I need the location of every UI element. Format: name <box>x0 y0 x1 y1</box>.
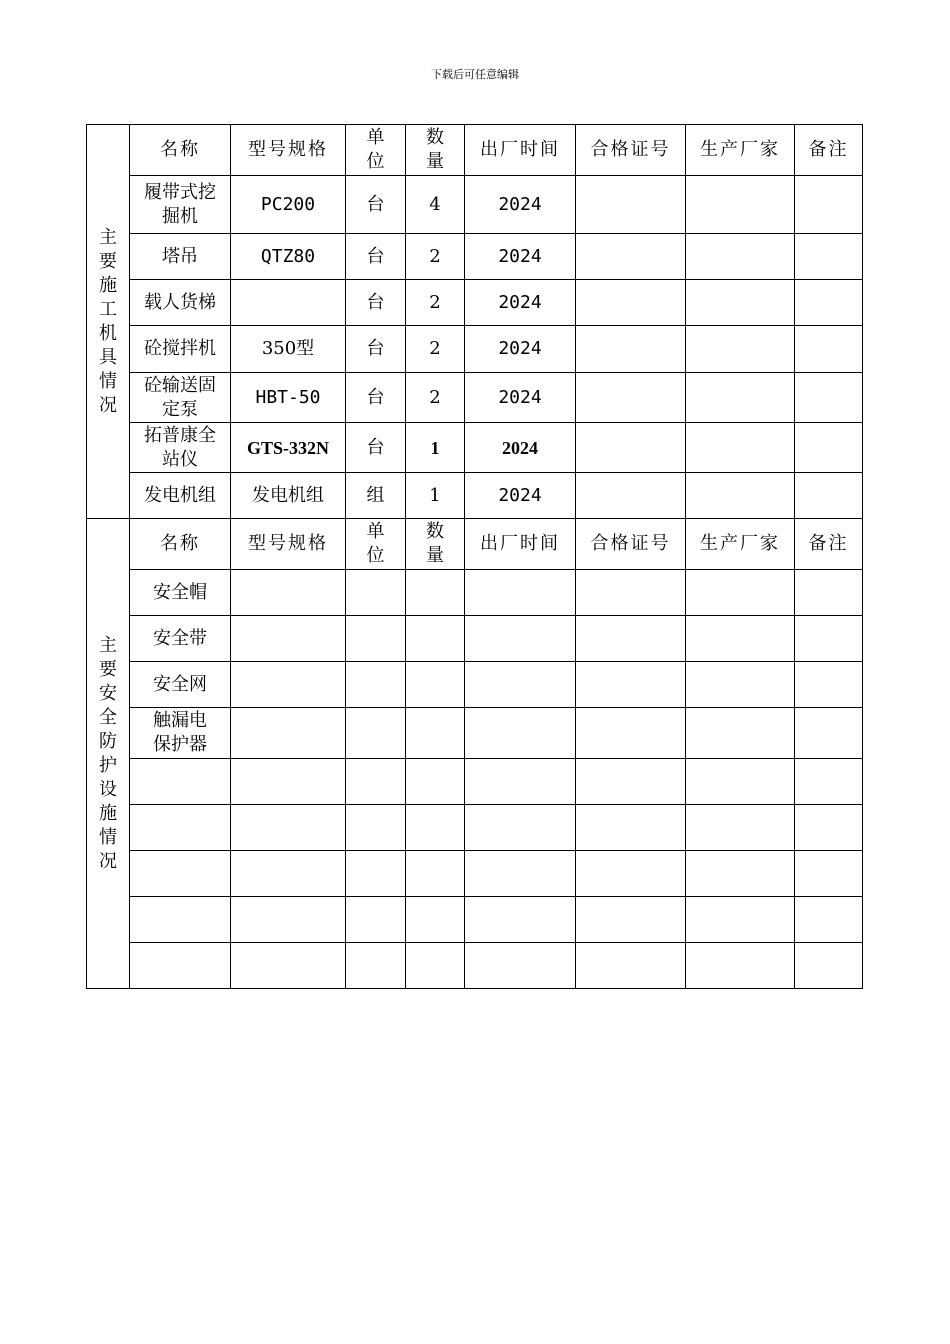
table-row <box>87 326 863 373</box>
cell-year: 2024 <box>465 234 576 280</box>
cell-maker <box>686 851 795 897</box>
cell-model <box>231 280 346 326</box>
cell-remark <box>795 616 863 662</box>
cell-qty <box>406 943 465 989</box>
cell-remark <box>795 943 863 989</box>
section-title-safety: 主 要 安 全 防 护 设 施 情 况 <box>87 519 130 989</box>
cell-cert <box>576 851 686 897</box>
cell-year: 2024 <box>465 473 576 519</box>
cell-year <box>465 805 576 851</box>
cell-qty: 2 <box>406 326 465 373</box>
cell-model: 发电机组 <box>231 473 346 519</box>
col-header-unit: 单 位 <box>346 519 406 570</box>
cell-maker <box>686 373 795 423</box>
cell-qty: 2 <box>406 234 465 280</box>
cell-maker <box>686 805 795 851</box>
cell-maker <box>686 662 795 708</box>
cell-cert <box>576 897 686 943</box>
cell-cert <box>576 234 686 280</box>
cell-name: 安全帽 <box>130 570 231 616</box>
cell-name: 砼搅拌机 <box>130 326 231 373</box>
table-row <box>87 708 863 759</box>
cell-year: 2024 <box>465 373 576 423</box>
cell-maker <box>686 473 795 519</box>
page-header: 下载后可任意编辑 <box>431 68 519 81</box>
table-row <box>87 897 863 943</box>
cell-unit <box>346 708 406 759</box>
cell-remark <box>795 805 863 851</box>
cell-year: 2024 <box>465 280 576 326</box>
cell-remark <box>795 234 863 280</box>
cell-year <box>465 759 576 805</box>
table-row <box>87 176 863 234</box>
cell-model: 350型 <box>231 326 346 373</box>
cell-model: HBT-50 <box>231 373 346 423</box>
cell-cert <box>576 805 686 851</box>
table-row <box>87 759 863 805</box>
cell-maker <box>686 943 795 989</box>
cell-unit: 组 <box>346 473 406 519</box>
cell-maker <box>686 234 795 280</box>
cell-unit: 台 <box>346 373 406 423</box>
cell-remark <box>795 708 863 759</box>
cell-year: 2024 <box>465 326 576 373</box>
cell-qty: 4 <box>406 176 465 234</box>
table-row <box>87 423 863 473</box>
cell-remark <box>795 176 863 234</box>
col-header-name: 名称 <box>130 125 231 176</box>
cell-cert <box>576 326 686 373</box>
table-row <box>87 662 863 708</box>
col-header-cert: 合格证号 <box>576 125 686 176</box>
col-header-maker: 生产厂家 <box>686 125 795 176</box>
cell-unit <box>346 805 406 851</box>
cell-name: 履带式挖 掘机 <box>130 176 231 234</box>
cell-unit <box>346 570 406 616</box>
cell-remark <box>795 280 863 326</box>
col-header-qty: 数 量 <box>406 519 465 570</box>
cell-unit: 台 <box>346 176 406 234</box>
cell-unit <box>346 759 406 805</box>
cell-qty: 2 <box>406 280 465 326</box>
col-header-unit: 单 位 <box>346 125 406 176</box>
cell-cert <box>576 662 686 708</box>
cell-remark <box>795 570 863 616</box>
cell-model <box>231 851 346 897</box>
cell-maker <box>686 176 795 234</box>
table-row <box>87 473 863 519</box>
cell-qty: 1 <box>406 473 465 519</box>
table-row <box>87 943 863 989</box>
cell-cert <box>576 176 686 234</box>
cell-model: QTZ80 <box>231 234 346 280</box>
cell-model <box>231 943 346 989</box>
cell-name: 安全网 <box>130 662 231 708</box>
cell-model <box>231 662 346 708</box>
cell-model: PC200 <box>231 176 346 234</box>
cell-name <box>130 805 231 851</box>
equipment-table <box>86 124 863 989</box>
col-header-model: 型号规格 <box>231 519 346 570</box>
cell-model <box>231 805 346 851</box>
cell-maker <box>686 423 795 473</box>
col-header-year: 出厂时间 <box>465 519 576 570</box>
cell-cert <box>576 280 686 326</box>
cell-qty <box>406 897 465 943</box>
col-header-year: 出厂时间 <box>465 125 576 176</box>
cell-maker <box>686 570 795 616</box>
cell-model: GTS-332N <box>231 423 346 473</box>
cell-unit <box>346 943 406 989</box>
table-row <box>87 805 863 851</box>
cell-qty <box>406 616 465 662</box>
cell-maker <box>686 708 795 759</box>
cell-model <box>231 570 346 616</box>
cell-name: 载人货梯 <box>130 280 231 326</box>
cell-maker <box>686 326 795 373</box>
cell-name: 触漏电 保护器 <box>130 708 231 759</box>
col-header-qty: 数 量 <box>406 125 465 176</box>
cell-year <box>465 616 576 662</box>
cell-cert <box>576 473 686 519</box>
cell-name <box>130 851 231 897</box>
cell-qty: 1 <box>406 423 465 473</box>
cell-remark <box>795 897 863 943</box>
cell-model <box>231 708 346 759</box>
col-header-name: 名称 <box>130 519 231 570</box>
col-header-maker: 生产厂家 <box>686 519 795 570</box>
col-header-remark: 备注 <box>795 125 863 176</box>
cell-name <box>130 897 231 943</box>
cell-qty: 2 <box>406 373 465 423</box>
table-row <box>87 570 863 616</box>
cell-cert <box>576 373 686 423</box>
cell-remark <box>795 326 863 373</box>
cell-unit <box>346 662 406 708</box>
cell-maker <box>686 616 795 662</box>
cell-cert <box>576 570 686 616</box>
cell-maker <box>686 759 795 805</box>
col-header-cert: 合格证号 <box>576 519 686 570</box>
cell-year <box>465 851 576 897</box>
cell-cert <box>576 423 686 473</box>
cell-name: 拓普康全 站仪 <box>130 423 231 473</box>
cell-year <box>465 708 576 759</box>
cell-cert <box>576 759 686 805</box>
cell-name: 塔吊 <box>130 234 231 280</box>
table-row <box>87 373 863 423</box>
section-title-machinery: 主 要 施 工 机 具 情 况 <box>87 125 130 519</box>
cell-unit: 台 <box>346 326 406 373</box>
cell-cert <box>576 943 686 989</box>
cell-unit <box>346 897 406 943</box>
table-row <box>87 851 863 897</box>
cell-name: 安全带 <box>130 616 231 662</box>
cell-year <box>465 662 576 708</box>
cell-year <box>465 897 576 943</box>
cell-year <box>465 570 576 616</box>
cell-name: 发电机组 <box>130 473 231 519</box>
cell-unit: 台 <box>346 280 406 326</box>
col-header-remark: 备注 <box>795 519 863 570</box>
cell-year <box>465 943 576 989</box>
cell-maker <box>686 280 795 326</box>
cell-cert <box>576 708 686 759</box>
cell-remark <box>795 851 863 897</box>
cell-qty <box>406 708 465 759</box>
cell-remark <box>795 423 863 473</box>
cell-maker <box>686 897 795 943</box>
cell-unit: 台 <box>346 423 406 473</box>
cell-unit <box>346 851 406 897</box>
cell-name: 砼输送固 定泵 <box>130 373 231 423</box>
cell-qty <box>406 570 465 616</box>
cell-model <box>231 616 346 662</box>
cell-remark <box>795 662 863 708</box>
cell-remark <box>795 759 863 805</box>
cell-qty <box>406 805 465 851</box>
cell-model <box>231 897 346 943</box>
cell-model <box>231 759 346 805</box>
cell-unit <box>346 616 406 662</box>
cell-qty <box>406 851 465 897</box>
cell-qty <box>406 759 465 805</box>
table-row <box>87 616 863 662</box>
cell-cert <box>576 616 686 662</box>
cell-name <box>130 759 231 805</box>
cell-year: 2024 <box>465 176 576 234</box>
cell-qty <box>406 662 465 708</box>
col-header-model: 型号规格 <box>231 125 346 176</box>
cell-remark <box>795 373 863 423</box>
cell-unit: 台 <box>346 234 406 280</box>
table-row <box>87 234 863 280</box>
cell-name <box>130 943 231 989</box>
cell-year: 2024 <box>465 423 576 473</box>
table-row <box>87 280 863 326</box>
cell-remark <box>795 473 863 519</box>
